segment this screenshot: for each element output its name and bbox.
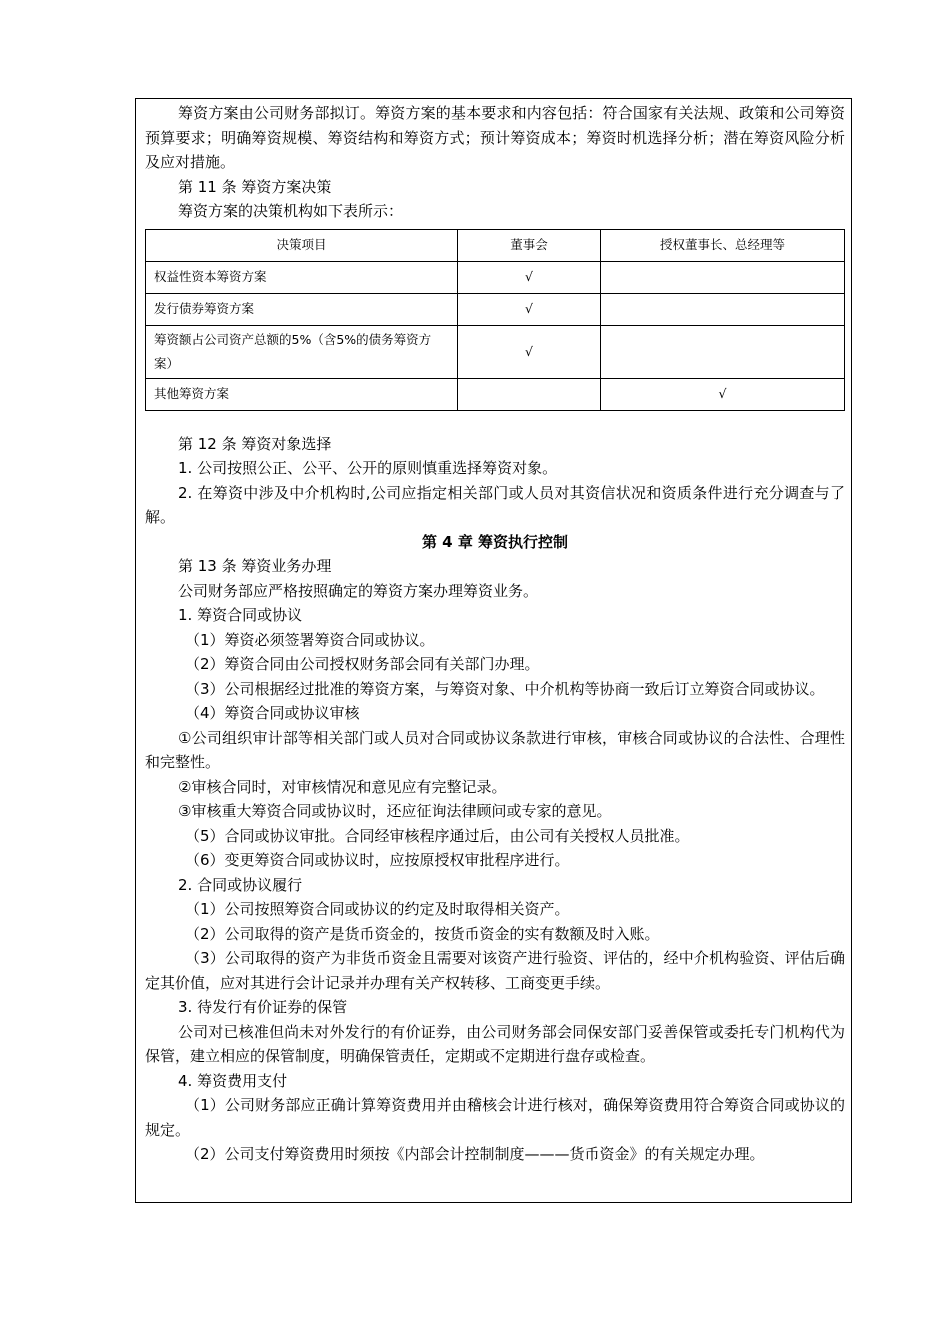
decision-table [145,229,845,411]
table-cell [601,293,845,325]
table-cell [601,261,845,293]
section-1-item-2: （2）筹资合同由公司授权财务部会同有关部门办理。 [185,655,540,673]
table-cell: 筹资额占公司资产总额的5%（含5%的债务筹资方案） [146,325,458,378]
section-1-item-4a: ①公司组织审计部等相关部门或人员对合同或协议条款进行审核，审核合同或协议的合法性、合理性和完整性。 [145,728,845,771]
table-cell [458,378,601,410]
article-11-title: 第 11 条 筹资方案决策 [178,177,332,196]
section-3-heading: 3. 待发行有价证券的保管 [178,998,348,1016]
table-cell [601,325,845,378]
document-frame [135,98,852,1203]
article-12-item-1: 1. 公司按照公正、公平、公开的原则慎重选择筹资对象。 [178,459,558,477]
section-3-text: 公司对已核准但尚未对外发行的有价证券，由公司财务部会同保安部门妥善保管或委托专门机构代为保管，建立相应的保管制度，明确保管责任，定期或不定期进行盘存或检查。 [145,1022,845,1065]
section-4-item-2: （2）公司支付筹资费用时须按《内部会计控制制度———货币资金》的有关规定办理。 [185,1145,765,1163]
table-header-row [146,229,845,261]
article-12-title: 第 12 条 筹资对象选择 [178,434,332,453]
table-row [146,261,845,293]
article-11-text: 筹资方案的决策机构如下表所示： [178,202,404,220]
section-4-item-1: （1）公司财务部应正确计算筹资费用并由稽核会计进行核对，确保筹资费用符合筹资合同或协议的规定。 [145,1096,845,1139]
section-1-heading: 1. 筹资合同或协议 [178,606,303,624]
spacer [145,411,845,432]
article-13-title: 第 13 条 筹资业务办理 [178,557,332,575]
section-1-item-3: （3）公司根据经过批准的筹资方案，与筹资对象、中介机构等协商一致后订立筹资合同或协议。 [185,679,825,698]
article-12-item-2: 2. 在筹资中涉及中介机构时,公司应指定相关部门或人员对其资信状况和资质条件进行充分调查与了解。 [145,483,845,526]
table-header-cell: 授权董事长、总经理等 [601,229,845,261]
section-2-item-1: （1）公司按照筹资合同或协议的约定及时取得相关资产。 [185,900,570,918]
table-cell: √ [458,325,601,378]
table-header-cell: 决策项目 [146,229,458,261]
document-content [145,101,845,1167]
section-1-item-4b: ②审核合同时，对审核情况和意见应有完整记录。 [178,777,507,796]
section-1-item-4c: ③审核重大筹资合同或协议时，还应征询法律顾问或专家的意见。 [178,802,612,820]
intro-paragraph: 筹资方案由公司财务部拟订。筹资方案的基本要求和内容包括：符合国家有关法规、政策和公司筹资预算要求；明确筹资规模、筹资结构和筹资方式；预计筹资成本；筹资时机选择分析；潜在筹资风险分析及应对措施。 [145,104,845,171]
section-1-item-5: （5）合同或协议审批。合同经审核程序通过后，由公司有关授权人员批准。 [185,826,690,845]
section-2-item-3: （3）公司取得的资产为非货币资金且需要对该资产进行验资、评估的，经中介机构验资、评估后确定其价值，应对其进行会计记录并办理有关产权转移、工商变更手续。 [145,949,845,992]
table-cell: 发行债券筹资方案 [146,293,458,325]
table-cell: √ [601,378,845,410]
table-row [146,378,845,410]
table-cell: √ [458,293,601,325]
table-row [146,293,845,325]
table-cell: 其他筹资方案 [146,378,458,410]
section-1-item-1: （1）筹资必须签署筹资合同或协议。 [185,630,435,649]
section-4-heading: 4. 筹资费用支付 [178,1071,288,1090]
table-header-cell: 董事会 [458,229,601,261]
section-2-item-2: （2）公司取得的资产是货币资金的，按货币资金的实有数额及时入账。 [185,924,660,943]
section-1-item-4: （4）筹资合同或协议审核 [185,704,360,722]
section-1-item-6: （6）变更筹资合同或协议时，应按原授权审批程序进行。 [185,851,570,869]
article-13-text: 公司财务部应严格按照确定的筹资方案办理筹资业务。 [178,581,539,600]
section-2-heading: 2. 合同或协议履行 [178,875,303,894]
chapter-4-heading: 第 4 章 筹资执行控制 [421,532,569,551]
table-cell: √ [458,261,601,293]
table-row [146,325,845,378]
table-cell: 权益性资本筹资方案 [146,261,458,293]
